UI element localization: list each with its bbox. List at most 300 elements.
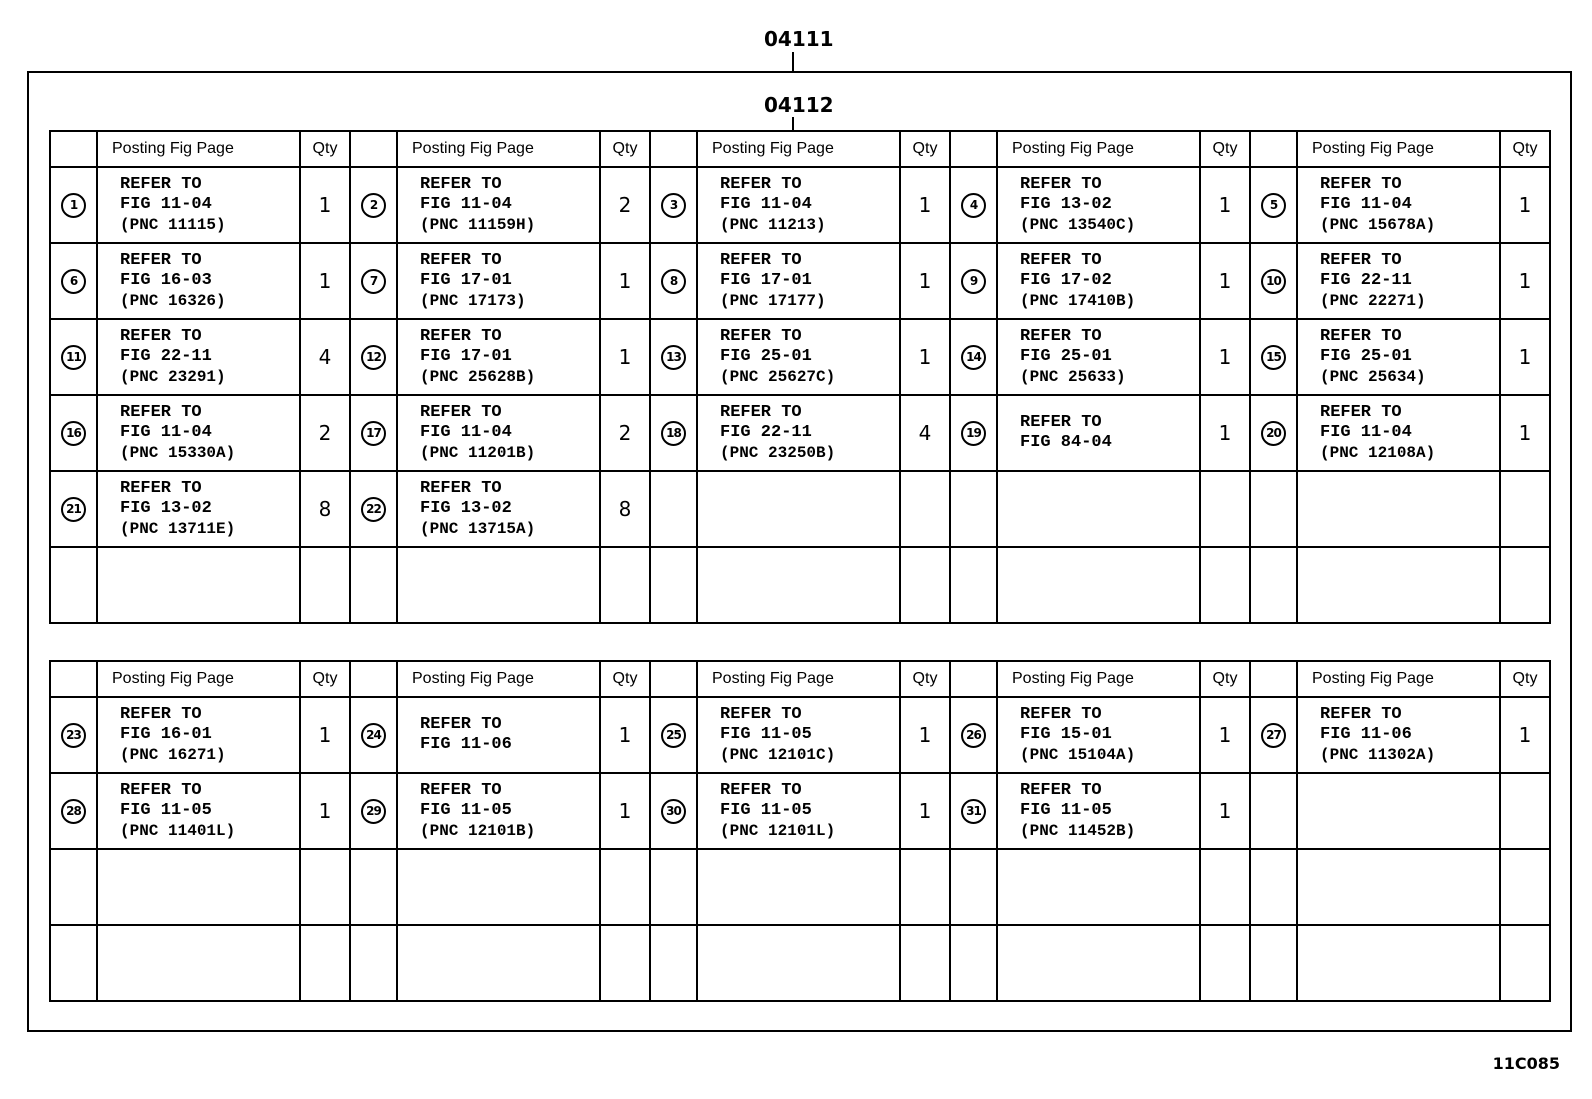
pnc-reference: (PNC 25628B) bbox=[420, 368, 536, 386]
assembly-label-inner: 04112 bbox=[764, 93, 834, 117]
fig-reference: FIG 11-06 bbox=[1320, 725, 1412, 744]
posting-fig-cell bbox=[997, 395, 1200, 471]
item-number-cell bbox=[950, 849, 997, 925]
fig-reference: FIG 11-05 bbox=[1020, 801, 1112, 820]
item-number-cell bbox=[350, 395, 397, 471]
item-number-cell bbox=[950, 697, 997, 773]
qty-cell bbox=[1500, 925, 1550, 1001]
fig-reference: FIG 11-05 bbox=[120, 801, 212, 820]
pnc-reference: (PNC 17177) bbox=[720, 292, 826, 310]
item-number-badge: 22 bbox=[361, 497, 386, 522]
fig-reference: FIG 16-03 bbox=[120, 271, 212, 290]
pnc-reference: (PNC 12101L) bbox=[720, 822, 836, 840]
header-number-column bbox=[50, 661, 97, 697]
posting-fig-cell bbox=[397, 773, 600, 849]
item-number-badge: 28 bbox=[61, 799, 86, 824]
pnc-reference: (PNC 16271) bbox=[120, 746, 226, 764]
posting-fig-cell bbox=[1297, 925, 1500, 1001]
item-number-badge: 19 bbox=[961, 421, 986, 446]
item-number-cell bbox=[650, 773, 697, 849]
item-number-badge: 8 bbox=[661, 269, 686, 294]
table-row bbox=[50, 773, 1550, 849]
header-number-column bbox=[50, 131, 97, 167]
qty-cell bbox=[1200, 925, 1250, 1001]
refer-to-text: REFER TO bbox=[720, 403, 802, 422]
item-number-cell bbox=[1250, 395, 1297, 471]
item-number-cell bbox=[50, 243, 97, 319]
qty-cell: 1 bbox=[1200, 395, 1250, 471]
item-number-cell bbox=[50, 395, 97, 471]
qty-cell: 1 bbox=[1500, 167, 1550, 243]
item-number-cell bbox=[650, 319, 697, 395]
fig-reference: FIG 13-02 bbox=[1020, 195, 1112, 214]
table-row bbox=[50, 395, 1550, 471]
item-number-badge: 9 bbox=[961, 269, 986, 294]
item-number-badge: 12 bbox=[361, 345, 386, 370]
item-number-badge: 10 bbox=[1261, 269, 1286, 294]
refer-to-text: REFER TO bbox=[120, 251, 202, 270]
posting-fig-cell bbox=[397, 395, 600, 471]
table-row bbox=[50, 167, 1550, 243]
item-number-cell bbox=[950, 395, 997, 471]
table-body bbox=[50, 167, 1550, 623]
qty-cell bbox=[1500, 547, 1550, 623]
item-number-cell bbox=[350, 697, 397, 773]
posting-fig-cell bbox=[697, 243, 900, 319]
item-number-cell bbox=[350, 167, 397, 243]
qty-cell: 1 bbox=[1500, 243, 1550, 319]
item-number-cell bbox=[50, 697, 97, 773]
refer-to-text: REFER TO bbox=[1020, 781, 1102, 800]
header-number-column bbox=[1250, 661, 1297, 697]
posting-fig-cell bbox=[697, 697, 900, 773]
qty-cell: 1 bbox=[600, 319, 650, 395]
item-number-cell bbox=[1250, 697, 1297, 773]
leader-line-outer bbox=[792, 52, 794, 72]
posting-fig-cell bbox=[997, 925, 1200, 1001]
item-number-cell bbox=[1250, 849, 1297, 925]
refer-to-text: REFER TO bbox=[120, 327, 202, 346]
qty-cell bbox=[600, 849, 650, 925]
refer-to-text: REFER TO bbox=[420, 175, 502, 194]
posting-fig-cell bbox=[1297, 773, 1500, 849]
qty-cell: 1 bbox=[1200, 319, 1250, 395]
item-number-cell bbox=[950, 547, 997, 623]
table-body bbox=[50, 697, 1550, 1001]
qty-cell bbox=[1200, 849, 1250, 925]
qty-cell: 8 bbox=[300, 471, 350, 547]
header-number-column bbox=[1250, 131, 1297, 167]
posting-fig-cell bbox=[997, 849, 1200, 925]
item-number-badge: 17 bbox=[361, 421, 386, 446]
fig-reference: FIG 17-01 bbox=[420, 271, 512, 290]
refer-to-text: REFER TO bbox=[1020, 705, 1102, 724]
pnc-reference: (PNC 11452B) bbox=[1020, 822, 1136, 840]
qty-cell bbox=[300, 925, 350, 1001]
header-qty: Qty bbox=[300, 131, 350, 167]
refer-to-text: REFER TO bbox=[420, 403, 502, 422]
qty-cell: 2 bbox=[300, 395, 350, 471]
item-number-cell bbox=[1250, 547, 1297, 623]
posting-fig-cell bbox=[997, 697, 1200, 773]
posting-fig-cell bbox=[1297, 547, 1500, 623]
item-number-cell bbox=[950, 167, 997, 243]
item-number-badge: 14 bbox=[961, 345, 986, 370]
fig-reference: FIG 16-01 bbox=[120, 725, 212, 744]
qty-cell: 2 bbox=[600, 395, 650, 471]
posting-fig-cell bbox=[1297, 471, 1500, 547]
fig-reference: FIG 11-05 bbox=[420, 801, 512, 820]
pnc-reference: (PNC 11115) bbox=[120, 216, 226, 234]
assembly-label-outer: 04111 bbox=[764, 27, 834, 51]
refer-to-text: REFER TO bbox=[420, 715, 502, 734]
header-posting-fig-page: Posting Fig Page bbox=[997, 661, 1200, 697]
posting-fig-cell bbox=[97, 243, 300, 319]
qty-cell: 1 bbox=[1500, 395, 1550, 471]
posting-fig-cell bbox=[397, 697, 600, 773]
item-number-cell bbox=[350, 925, 397, 1001]
item-number-cell bbox=[50, 849, 97, 925]
refer-to-text: REFER TO bbox=[120, 705, 202, 724]
header-qty: Qty bbox=[300, 661, 350, 697]
pnc-reference: (PNC 22271) bbox=[1320, 292, 1426, 310]
item-number-cell bbox=[950, 243, 997, 319]
posting-fig-cell bbox=[997, 773, 1200, 849]
posting-fig-cell bbox=[1297, 395, 1500, 471]
fig-reference: FIG 11-04 bbox=[420, 423, 512, 442]
item-number-cell bbox=[350, 849, 397, 925]
item-number-cell bbox=[50, 925, 97, 1001]
header-qty: Qty bbox=[1500, 131, 1550, 167]
pnc-reference: (PNC 12108A) bbox=[1320, 444, 1436, 462]
refer-to-text: REFER TO bbox=[1020, 327, 1102, 346]
qty-cell: 1 bbox=[1200, 243, 1250, 319]
refer-to-text: REFER TO bbox=[1020, 175, 1102, 194]
refer-to-text: REFER TO bbox=[1320, 175, 1402, 194]
header-qty: Qty bbox=[900, 131, 950, 167]
header-posting-fig-page: Posting Fig Page bbox=[997, 131, 1200, 167]
qty-cell: 1 bbox=[600, 773, 650, 849]
posting-fig-cell bbox=[997, 319, 1200, 395]
pnc-reference: (PNC 25627C) bbox=[720, 368, 836, 386]
posting-fig-cell bbox=[697, 319, 900, 395]
header-number-column bbox=[350, 131, 397, 167]
item-number-cell bbox=[650, 547, 697, 623]
pnc-reference: (PNC 11201B) bbox=[420, 444, 536, 462]
parts-reference-table-top bbox=[49, 130, 1551, 624]
qty-cell: 1 bbox=[1200, 697, 1250, 773]
pnc-reference: (PNC 13711E) bbox=[120, 520, 236, 538]
posting-fig-cell bbox=[1297, 243, 1500, 319]
item-number-cell bbox=[350, 547, 397, 623]
fig-reference: FIG 22-11 bbox=[720, 423, 812, 442]
item-number-badge: 4 bbox=[961, 193, 986, 218]
posting-fig-cell bbox=[1297, 697, 1500, 773]
posting-fig-cell bbox=[1297, 319, 1500, 395]
pnc-reference: (PNC 23250B) bbox=[720, 444, 836, 462]
pnc-reference: (PNC 12101C) bbox=[720, 746, 836, 764]
item-number-badge: 31 bbox=[961, 799, 986, 824]
qty-cell: 1 bbox=[1200, 773, 1250, 849]
posting-fig-cell bbox=[97, 773, 300, 849]
table-header bbox=[50, 661, 1550, 697]
pnc-reference: (PNC 13540C) bbox=[1020, 216, 1136, 234]
fig-reference: FIG 17-01 bbox=[420, 347, 512, 366]
posting-fig-cell bbox=[397, 243, 600, 319]
refer-to-text: REFER TO bbox=[1320, 327, 1402, 346]
qty-cell: 1 bbox=[900, 773, 950, 849]
header-number-column bbox=[650, 661, 697, 697]
qty-cell: 1 bbox=[1500, 319, 1550, 395]
item-number-cell bbox=[50, 773, 97, 849]
posting-fig-cell bbox=[97, 925, 300, 1001]
header-number-column bbox=[350, 661, 397, 697]
qty-cell: 2 bbox=[600, 167, 650, 243]
item-number-badge: 27 bbox=[1261, 723, 1286, 748]
item-number-cell bbox=[650, 471, 697, 547]
pnc-reference: (PNC 13715A) bbox=[420, 520, 536, 538]
item-number-badge: 11 bbox=[61, 345, 86, 370]
qty-cell: 1 bbox=[600, 243, 650, 319]
header-number-column bbox=[950, 661, 997, 697]
header-number-column bbox=[950, 131, 997, 167]
fig-reference: FIG 15-01 bbox=[1020, 725, 1112, 744]
qty-cell: 1 bbox=[600, 697, 650, 773]
posting-fig-cell bbox=[97, 849, 300, 925]
item-number-cell bbox=[1250, 925, 1297, 1001]
pnc-reference: (PNC 12101B) bbox=[420, 822, 536, 840]
qty-cell bbox=[300, 849, 350, 925]
item-number-cell bbox=[950, 471, 997, 547]
item-number-badge: 13 bbox=[661, 345, 686, 370]
posting-fig-cell bbox=[697, 773, 900, 849]
qty-cell: 1 bbox=[900, 697, 950, 773]
refer-to-text: REFER TO bbox=[120, 403, 202, 422]
fig-reference: FIG 11-04 bbox=[1320, 195, 1412, 214]
fig-reference: FIG 11-04 bbox=[720, 195, 812, 214]
item-number-badge: 5 bbox=[1261, 193, 1286, 218]
header-qty: Qty bbox=[1200, 661, 1250, 697]
refer-to-text: REFER TO bbox=[720, 705, 802, 724]
item-number-cell bbox=[650, 395, 697, 471]
qty-cell bbox=[900, 849, 950, 925]
item-number-badge: 30 bbox=[661, 799, 686, 824]
item-number-badge: 24 bbox=[361, 723, 386, 748]
fig-reference: FIG 84-04 bbox=[1020, 433, 1112, 452]
refer-to-text: REFER TO bbox=[120, 175, 202, 194]
item-number-badge: 26 bbox=[961, 723, 986, 748]
item-number-cell bbox=[650, 849, 697, 925]
fig-reference: FIG 11-06 bbox=[420, 735, 512, 754]
item-number-badge: 18 bbox=[661, 421, 686, 446]
item-number-cell bbox=[50, 319, 97, 395]
qty-cell: 4 bbox=[300, 319, 350, 395]
refer-to-text: REFER TO bbox=[1320, 403, 1402, 422]
pnc-reference: (PNC 17410B) bbox=[1020, 292, 1136, 310]
header-posting-fig-page: Posting Fig Page bbox=[97, 661, 300, 697]
qty-cell bbox=[300, 547, 350, 623]
item-number-badge: 25 bbox=[661, 723, 686, 748]
qty-cell: 8 bbox=[600, 471, 650, 547]
posting-fig-cell bbox=[97, 547, 300, 623]
posting-fig-cell bbox=[97, 697, 300, 773]
qty-cell bbox=[900, 547, 950, 623]
table-header bbox=[50, 131, 1550, 167]
header-qty: Qty bbox=[1200, 131, 1250, 167]
refer-to-text: REFER TO bbox=[420, 251, 502, 270]
posting-fig-cell bbox=[97, 167, 300, 243]
posting-fig-cell bbox=[397, 471, 600, 547]
posting-fig-cell bbox=[97, 471, 300, 547]
fig-reference: FIG 25-01 bbox=[720, 347, 812, 366]
header-number-column bbox=[650, 131, 697, 167]
header-posting-fig-page: Posting Fig Page bbox=[697, 131, 900, 167]
fig-reference: FIG 11-04 bbox=[420, 195, 512, 214]
fig-reference: FIG 13-02 bbox=[420, 499, 512, 518]
table-row bbox=[50, 471, 1550, 547]
fig-reference: FIG 17-01 bbox=[720, 271, 812, 290]
item-number-cell bbox=[950, 925, 997, 1001]
refer-to-text: REFER TO bbox=[720, 781, 802, 800]
refer-to-text: REFER TO bbox=[120, 781, 202, 800]
qty-cell bbox=[900, 471, 950, 547]
qty-cell: 1 bbox=[1500, 697, 1550, 773]
qty-cell bbox=[1500, 849, 1550, 925]
refer-to-text: REFER TO bbox=[420, 781, 502, 800]
pnc-reference: (PNC 25633) bbox=[1020, 368, 1126, 386]
item-number-badge: 3 bbox=[661, 193, 686, 218]
posting-fig-cell bbox=[697, 547, 900, 623]
fig-reference: FIG 22-11 bbox=[120, 347, 212, 366]
posting-fig-cell bbox=[997, 167, 1200, 243]
fig-reference: FIG 25-01 bbox=[1320, 347, 1412, 366]
header-posting-fig-page: Posting Fig Page bbox=[697, 661, 900, 697]
refer-to-text: REFER TO bbox=[120, 479, 202, 498]
posting-fig-cell bbox=[397, 547, 600, 623]
pnc-reference: (PNC 11302A) bbox=[1320, 746, 1436, 764]
header-posting-fig-page: Posting Fig Page bbox=[97, 131, 300, 167]
posting-fig-cell bbox=[97, 395, 300, 471]
item-number-badge: 7 bbox=[361, 269, 386, 294]
item-number-cell bbox=[1250, 319, 1297, 395]
pnc-reference: (PNC 16326) bbox=[120, 292, 226, 310]
qty-cell bbox=[1200, 547, 1250, 623]
header-qty: Qty bbox=[600, 131, 650, 167]
item-number-badge: 20 bbox=[1261, 421, 1286, 446]
pnc-reference: (PNC 23291) bbox=[120, 368, 226, 386]
qty-cell bbox=[600, 925, 650, 1001]
table-row bbox=[50, 697, 1550, 773]
qty-cell bbox=[600, 547, 650, 623]
qty-cell: 1 bbox=[300, 773, 350, 849]
posting-fig-cell bbox=[997, 471, 1200, 547]
qty-cell: 4 bbox=[900, 395, 950, 471]
item-number-cell bbox=[650, 167, 697, 243]
fig-reference: FIG 11-04 bbox=[120, 423, 212, 442]
header-row bbox=[50, 131, 1550, 167]
qty-cell bbox=[1500, 471, 1550, 547]
catalog-code: 11C085 bbox=[1492, 1054, 1560, 1073]
pnc-reference: (PNC 15330A) bbox=[120, 444, 236, 462]
header-posting-fig-page: Posting Fig Page bbox=[397, 131, 600, 167]
refer-to-text: REFER TO bbox=[1320, 251, 1402, 270]
header-posting-fig-page: Posting Fig Page bbox=[1297, 131, 1500, 167]
item-number-cell bbox=[1250, 167, 1297, 243]
pnc-reference: (PNC 25634) bbox=[1320, 368, 1426, 386]
refer-to-text: REFER TO bbox=[720, 327, 802, 346]
refer-to-text: REFER TO bbox=[420, 479, 502, 498]
item-number-badge: 21 bbox=[61, 497, 86, 522]
item-number-badge: 16 bbox=[61, 421, 86, 446]
item-number-cell bbox=[50, 547, 97, 623]
fig-reference: FIG 17-02 bbox=[1020, 271, 1112, 290]
posting-fig-cell bbox=[397, 925, 600, 1001]
fig-reference: FIG 11-04 bbox=[1320, 423, 1412, 442]
refer-to-text: REFER TO bbox=[420, 327, 502, 346]
qty-cell: 1 bbox=[300, 697, 350, 773]
fig-reference: FIG 22-11 bbox=[1320, 271, 1412, 290]
posting-fig-cell bbox=[397, 167, 600, 243]
qty-cell: 1 bbox=[1200, 167, 1250, 243]
qty-cell: 1 bbox=[300, 243, 350, 319]
header-posting-fig-page: Posting Fig Page bbox=[1297, 661, 1500, 697]
qty-cell bbox=[1500, 773, 1550, 849]
posting-fig-cell bbox=[697, 167, 900, 243]
header-posting-fig-page: Posting Fig Page bbox=[397, 661, 600, 697]
item-number-badge: 15 bbox=[1261, 345, 1286, 370]
posting-fig-cell bbox=[1297, 849, 1500, 925]
refer-to-text: REFER TO bbox=[1320, 705, 1402, 724]
item-number-badge: 1 bbox=[61, 193, 86, 218]
qty-cell: 1 bbox=[900, 319, 950, 395]
item-number-cell bbox=[350, 471, 397, 547]
header-qty: Qty bbox=[1500, 661, 1550, 697]
table-row bbox=[50, 849, 1550, 925]
pnc-reference: (PNC 11401L) bbox=[120, 822, 236, 840]
item-number-badge: 2 bbox=[361, 193, 386, 218]
item-number-cell bbox=[1250, 773, 1297, 849]
item-number-badge: 6 bbox=[61, 269, 86, 294]
fig-reference: FIG 11-05 bbox=[720, 801, 812, 820]
qty-cell: 1 bbox=[900, 167, 950, 243]
qty-cell bbox=[1200, 471, 1250, 547]
fig-reference: FIG 11-05 bbox=[720, 725, 812, 744]
header-row bbox=[50, 661, 1550, 697]
qty-cell: 1 bbox=[300, 167, 350, 243]
posting-fig-cell bbox=[697, 471, 900, 547]
table-row bbox=[50, 319, 1550, 395]
table-row bbox=[50, 547, 1550, 623]
posting-fig-cell bbox=[397, 849, 600, 925]
refer-to-text: REFER TO bbox=[720, 175, 802, 194]
item-number-cell bbox=[1250, 243, 1297, 319]
posting-fig-cell bbox=[97, 319, 300, 395]
qty-cell: 1 bbox=[900, 243, 950, 319]
pnc-reference: (PNC 15104A) bbox=[1020, 746, 1136, 764]
posting-fig-cell bbox=[997, 547, 1200, 623]
item-number-cell bbox=[50, 167, 97, 243]
table-row bbox=[50, 243, 1550, 319]
item-number-cell bbox=[950, 773, 997, 849]
refer-to-text: REFER TO bbox=[720, 251, 802, 270]
posting-fig-cell bbox=[697, 395, 900, 471]
qty-cell bbox=[900, 925, 950, 1001]
item-number-cell bbox=[650, 697, 697, 773]
item-number-cell bbox=[350, 243, 397, 319]
posting-fig-cell bbox=[697, 849, 900, 925]
posting-fig-cell bbox=[697, 925, 900, 1001]
item-number-cell bbox=[350, 319, 397, 395]
